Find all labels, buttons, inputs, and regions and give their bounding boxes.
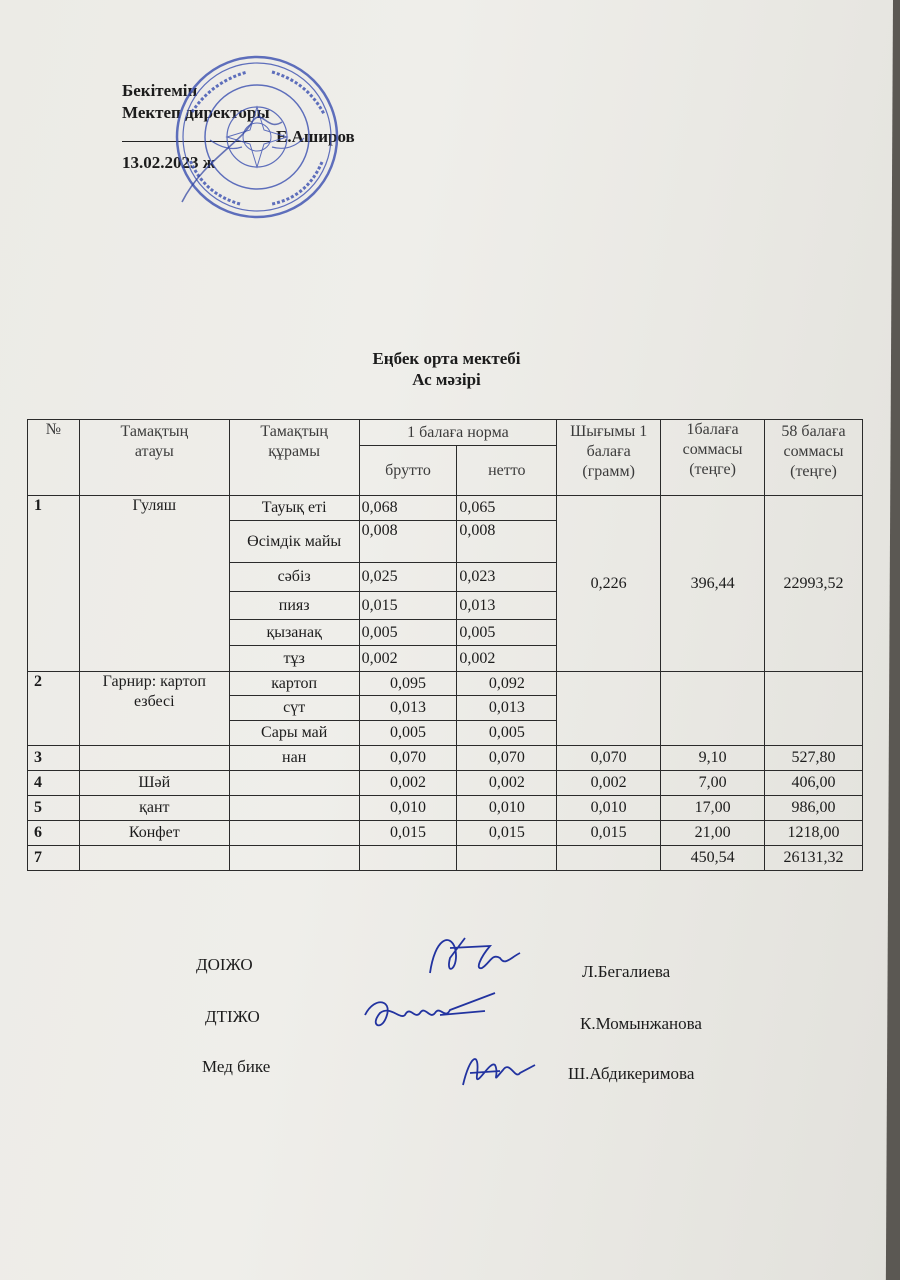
document-subtitle: Ас мәзірі [412,370,481,389]
approval-signer: Е.Аширов [276,127,355,146]
yield-value: 0,070 [557,746,661,771]
net-value: 0,005 [457,620,557,646]
header-sum-per-child: 1балаға соммасы (теңге) [661,420,765,496]
yield-value: 0,226 [557,496,661,672]
net-value: 0,008 [457,521,557,563]
signature-name-1: Л.Бегалиева [582,962,671,981]
gross-value: 0,005 [359,721,457,746]
gross-value: 0,025 [359,563,457,592]
net-value: 0,092 [457,672,557,696]
header-number: № [28,420,80,496]
net-value: 0,002 [457,646,557,672]
net-value: 0,010 [457,796,557,821]
row-number: 1 [28,496,80,672]
dish-name: Гуляш [79,496,229,672]
gross-value: 0,070 [359,746,457,771]
row-number: 2 [28,672,80,746]
ingredient: Сары май [229,721,359,746]
gross-value: 0,005 [359,620,457,646]
header-dish-name: Тамақтың атауы [79,420,229,496]
yield-value: 0,002 [557,771,661,796]
header-composition: Тамақтың құрамы [229,420,359,496]
sum-per-child: 9,10 [661,746,765,771]
approval-date: 13.02.2023 ж [122,153,216,172]
header-norm: 1 балаға норма [359,420,557,446]
header-gross: брутто [359,446,457,496]
net-value: 0,015 [457,821,557,846]
gross-value: 0,015 [359,592,457,620]
approval-position: Мектеп директоры [122,103,270,122]
signature-name-2: К.Момынжанова [580,1014,702,1033]
dish-name: қант [79,796,229,821]
sum-58-children: 527,80 [765,746,863,771]
approval-title: Бекітемін [122,81,198,100]
ingredient: нан [229,746,359,771]
total-sum-58-children: 26131,32 [765,846,863,871]
gross-value: 0,013 [359,696,457,721]
sum-58-children: 22993,52 [765,496,863,672]
signature-name-3: Ш.Абдикеримова [568,1064,695,1083]
row-number: 5 [28,796,80,821]
sum-58-children: 1218,00 [765,821,863,846]
yield-value: 0,010 [557,796,661,821]
ingredient: картоп [229,672,359,696]
gross-value: 0,010 [359,796,457,821]
row-number: 4 [28,771,80,796]
dish-name: Гарнир: картоп езбесі [79,672,229,746]
ingredient: тұз [229,646,359,672]
net-value: 0,070 [457,746,557,771]
net-value: 0,023 [457,563,557,592]
dish-name: Конфет [79,821,229,846]
gross-value: 0,002 [359,771,457,796]
row-number: 3 [28,746,80,771]
gross-value: 0,002 [359,646,457,672]
header-yield: Шығымы 1 балаға (грамм) [557,420,661,496]
handwritten-signature-icon [455,1045,540,1095]
yield-value: 0,015 [557,821,661,846]
ingredient: Өсімдік майы [229,521,359,563]
header-sum-58-children: 58 балаға соммасы (теңге) [765,420,863,496]
gross-value: 0,008 [359,521,457,563]
net-value: 0,065 [457,496,557,521]
signature-role-1: ДОІЖО [196,955,253,974]
gross-value: 0,068 [359,496,457,521]
ingredient: пияз [229,592,359,620]
gross-value: 0,095 [359,672,457,696]
total-sum-per-child: 450,54 [661,846,765,871]
sum-58-children: 986,00 [765,796,863,821]
school-name: Еңбек орта мектебі [372,349,521,368]
ingredient: Тауық еті [229,496,359,521]
sum-per-child: 17,00 [661,796,765,821]
sum-per-child: 396,44 [661,496,765,672]
handwritten-signature-icon [355,985,505,1040]
row-number: 6 [28,821,80,846]
signature-role-2: ДТІЖО [205,1007,260,1026]
ingredient: қызанақ [229,620,359,646]
sum-58-children: 406,00 [765,771,863,796]
sum-per-child: 7,00 [661,771,765,796]
handwritten-signature-icon [420,928,530,988]
net-value: 0,013 [457,592,557,620]
sum-per-child: 21,00 [661,821,765,846]
dish-name: Шәй [79,771,229,796]
row-number: 7 [28,846,80,871]
ingredient: сәбіз [229,563,359,592]
net-value: 0,013 [457,696,557,721]
net-value: 0,002 [457,771,557,796]
net-value: 0,005 [457,721,557,746]
ingredient: сүт [229,696,359,721]
gross-value: 0,015 [359,821,457,846]
header-net: нетто [457,446,557,496]
signature-role-3: Мед бике [202,1057,271,1076]
